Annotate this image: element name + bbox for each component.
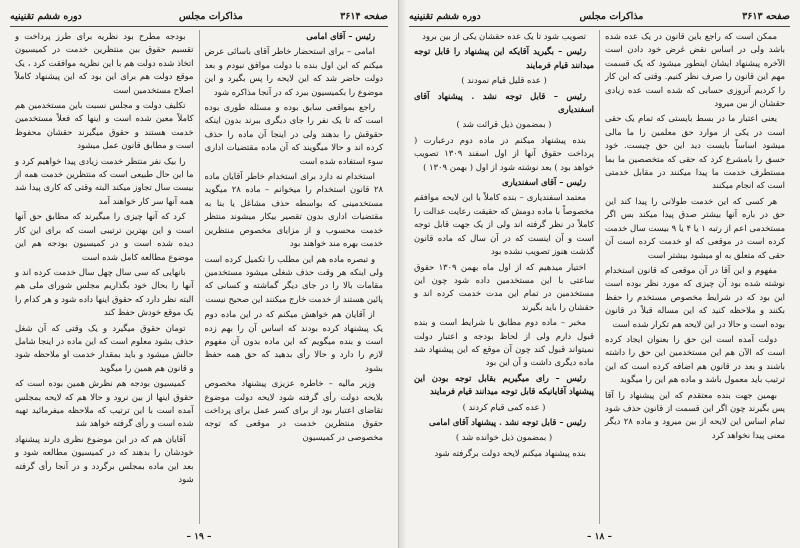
- procedural-note: ( عده قلیل قیام نمودند ): [461, 75, 547, 86]
- paragraph: تصویب شود تا یک عده حقشان یکی از بین برود: [422, 31, 586, 41]
- left-page-columns: [10, 30, 388, 524]
- right-page-column-inner: [409, 30, 600, 524]
- left-title-label: مذاکرات مجلس: [179, 10, 243, 22]
- left-page-column-outer: [10, 30, 200, 524]
- paragraph: تکلیف دولت و مجلس نسبت باین مستخدمین هم کاملاً معین شده است و اینها که فعلاً مستخدمین خدمت هستند و حقوق میگیرند حقشان محفوظ است و مطابق قانون عمل میشود: [15, 100, 194, 151]
- left-session-label: دوره ششم تقنینیه: [10, 10, 82, 22]
- right-page-number: صفحه ۳۶۱۳: [742, 10, 790, 22]
- paragraph: امامی – برای استحضار خاطر آقای باسائی عرض میکنم که این اول بنده با دولت موافق نبودم و بعد دولت حاضر شد که این لایحه را پس بگیرد و این موضوع را بکمیسیون ببرد که در آنجا مذاکره شود: [204, 46, 383, 97]
- speaker-line: رئیس – قابل توجه نشد . پیشنهاد آقای امامی: [428, 416, 586, 427]
- procedural-note: ( بمضمون ذیل قرائت شد ): [456, 119, 552, 130]
- paragraph: ممکن است که راجع باین قانون در یک عده شده باشد ولی در اساس نقض غرض خود دادن است الآخره پیشنهاد ایشان اینطور میشود که یک قسمت مهم این قانون را صرف نظر کنیم. وقتی که این کار را کردیم آنروزی حسابی که شده است عده زیادی حقشان از بین میرود: [605, 31, 785, 109]
- speaker-line: رئیس – بگیرید آقایکه این پیشنهاد را قابل توجه میدانند قیام فرمایند: [414, 46, 594, 70]
- speaker-line: رئیس – آقای اسفندیاری: [502, 177, 586, 188]
- right-page-columns: [409, 30, 790, 524]
- gutter-shadow: [399, 0, 407, 548]
- paragraph: هر کسی که این خدمت طولانی را پیدا کند این حق در باره آنها بیشتر صدق پیدا میکند بس اگر مستخدمی اعم از رتبه ۱ یا ۴ یا ۹ بیست سال خدمت کرده است در موقعی که او خدمت کرده است آن حقی که متعلق به او میشود بیشتر است: [605, 195, 785, 260]
- paragraph: بودجه مطرح بود نظریه برای طرز پرداخت و تقسیم حقوق بین منتظرین خدمت در کمیسیون اتخاذ شده دولت هم با این نظریه موافقت کرد ، یک موقع دولت هم برای این بود که این پیشنهاد کاملاً اصلاح مستخدمین است: [15, 31, 194, 95]
- right-page: [398, 0, 800, 548]
- left-page: [0, 0, 398, 548]
- left-page-number: صفحه ۳۶۱۴: [340, 10, 388, 22]
- paragraph: بهمین جهت بنده معتقدم که این پیشنهاد را آقا پس بگیرند چون اگر این قسمت از قانون حذف شود تمام اساس این لایحه از بین میرود و ماده ۲۸ دیگر معنی پیدا نخواهد کرد: [605, 389, 785, 440]
- right-page-folio: – ۱۸ –: [587, 532, 612, 542]
- paragraph: معتمد اسفندیاری – بنده کاملاً با این لایحه موافقم مخصوصاً با ماده دومش که حقیقت رعایت عدالت را کاملاً در نظر گرفته اند ولی از یک جهت قابل توجه است و آن اینست که در آن سال که ماده قانون گذشت هنوز تصویب نشده بود: [414, 192, 594, 257]
- paragraph: تومان حقوق میگیرد و یک وقتی که آن شغل حذف بشود معلوم است که این ماده در اینجا شامل حالش میشود و باید بمقدار خدمت او ملاحظه شود و قانون هم همین را میگوید: [15, 322, 194, 373]
- right-title-label: مذاکرات مجلس: [579, 10, 644, 22]
- paragraph: وزیر مالیه – خاطره عزیزی پیشنهاد مخصوص بلایحه دولت رأی گرفته شود لایحه دولت موضوع تقاضای اعتبار بود از برای کسر عمل برای پرداخت حقوق منتظرین خدمت در موقعی که توجه مخصوصی در کمیسیون: [204, 378, 383, 442]
- right-page-column-outer: [600, 30, 790, 524]
- paragraph: یعنی اعتبار ما در بسط بایستی که تمام یک حقی است در یکی از موارد حق معلمین را ما مالی میشود اساساً بایست دید این حق چیست. خود حسق را بامشرع کرد که حقی که متخصصین ما بما مستطرف خدمت ما پیدا میکنند در مقابل خدمتی است که انجام میکنند: [605, 113, 785, 191]
- paragraph: آقایان هم که در این موضوع نظری دارند پیشنهاد خودشان را بدهند که در کمیسیون مطالعه شود و بعد این ماده بمجلس برگردد و در آنجا رأی گرفته شود: [15, 433, 194, 484]
- right-page-running-head: [409, 8, 790, 27]
- paragraph: بانهایی که سی سال چهل سال خدمت کرده اند و آنها را بحال خود بگذاریم مجلس شورای ملی هم البته نظر دارد که حقوق اینها داده شود و هر کدام را یک موقع خودش حفظ کند: [15, 266, 194, 318]
- paragraph: کرد که آنها چیزی را میگیرند که مطابق حق آنها است و این بهترین ترتیبی است که برای این کار دیده شده است و در کمیسیون بودجه هم این موضوع مطالعه کامل شده است: [15, 211, 194, 262]
- paragraph: راجع بمواقعی سابق بوده و مسئله طوری بوده است که تا یک نفر را جای دیگری ببرند بدون اینکه حقوقش را بدهند ولی در اینجا آن ماده را حذف کرده اند و حالا میگویند که آن ماده مقتضیات اداری سوء استفاده شده است: [204, 102, 383, 166]
- procedural-note: ( بمضمون ذیل خوانده شد ): [455, 432, 553, 443]
- paragraph: بنده پیشنهاد میکنم لایحه دولت برگرفته شود: [434, 447, 586, 458]
- paragraph: دولت آمده است این حق را بعنوان ایجاد کرده است که الآن هم این مستخدمین این حق را داشته باشند و بعد در قانون هم اضافه کرده است که این ترتیب باید معمول باشد و ماده هم این را میگوید: [605, 333, 785, 385]
- paragraph: مخبر – ماده دوم مطابق با شرایط است و بنده قبول دارم ولی از لحاظ بودجه و اعتبار دولت نمیتواند قبول کند چون آن موقع که این پیشنهاد شد ماده دیگری داشت و آن این بود: [414, 317, 594, 368]
- speaker-line: رئیس – قابل توجه نشد . پیشنهاد آقای اسفندیاری: [414, 90, 594, 115]
- paragraph: اختیار میدهیم که از اول ماه بهمن ۱۳۰۹ حقوق ساعتی با این مستخدمین داده شود چون این مستخدمین در تمام این مدت خدمت کرده اند و حقشان را باید بگیرند: [414, 261, 594, 312]
- paragraph: مفهوم و این آقا در آن موقعی که قانون استخدام نوشته شده بود آن چیزی که مورد نظر بوده است این بود که در شرایط مخصوص مستخدم را حفظ بکنند و ملاحظه کنید که این مساله قبلاً در قانون بوده است و حالا در این لایحه هم تکرار شده است: [605, 264, 785, 329]
- right-session-label: دوره ششم تقنینیه: [409, 10, 481, 22]
- speaker-line: رئیس – رای میگیریم بقابل توجه بودن این پیشنهاد آقایانیکه قابل توجه میدانند قیام فرمایند: [414, 372, 594, 397]
- left-page-column-inner: [200, 30, 389, 524]
- paragraph: کمیسیون بودجه هم نظرش همین بوده است که حقوق اینها از بین نرود و حالا هم که لایحه بمجلس آمده است با این ترتیب که ملاحظه میفرمائید تهیه شده است و رأی گرفته خواهد شد: [15, 378, 194, 429]
- procedural-note: ( عده کمی قیام کردند ): [462, 401, 546, 412]
- left-page-running-head: [10, 8, 388, 27]
- paragraph: بنده پیشنهاد میکنم در ماده دوم درعبارت ( پرداخت حقوق آنها از اول اسفند ۱۳۰۹ تصویب خواهد بود ) بعد نوشته شود از اول ( بهمن ۱۳۰۹ ): [414, 134, 594, 172]
- speaker-line: رئیس – آقای امامی: [306, 31, 375, 41]
- paragraph: و تبصره ماده هم این مطلب را تکمیل کرده است ولی اینکه هر وقت حذف شغلی میشود مستخدمین مقامات بالا را در جای دیگر گماشته و کسانی که پائین هستند از خدمت خارج میکنند این صحیح نیست: [204, 253, 383, 304]
- paragraph: از آقایان هم خواهش میکنم که در این ماده دوم یک پیشنهاد کرده بودند که اساس آن را بهم زده است و بنده میگویم که این ماده بدون آن مفهوم لازم را دارد و حالا رأی بدهید که حق همه حفظ بشود: [204, 309, 383, 373]
- left-page-folio: – ۱۹ –: [186, 532, 212, 542]
- paragraph: را بیک نفر منتظر خدمت زیادی پیدا خواهیم کرد و ما این حال طبیعی است که منتظرین خدمت همه از بیست سال تجاوز میکند البته وقتی که کاری پیدا شد همه آنها سر کار خواهند آمد: [15, 155, 194, 206]
- paragraph: استخدام نه دارد برای استخدام خاطر آقایان ماده ۲۸ قانون استخدام را میخوانم – ماده ۲۸ میگوید مستخدمینی که بواسطه حذف مشاغل یا بنا به مقتضیات اداری بدون تقصیر بیکار میشوند منتظر خدمت محسوب و از مزایای مخصوص منتظرین خدمت بهره مند خواهند بود: [204, 171, 383, 249]
